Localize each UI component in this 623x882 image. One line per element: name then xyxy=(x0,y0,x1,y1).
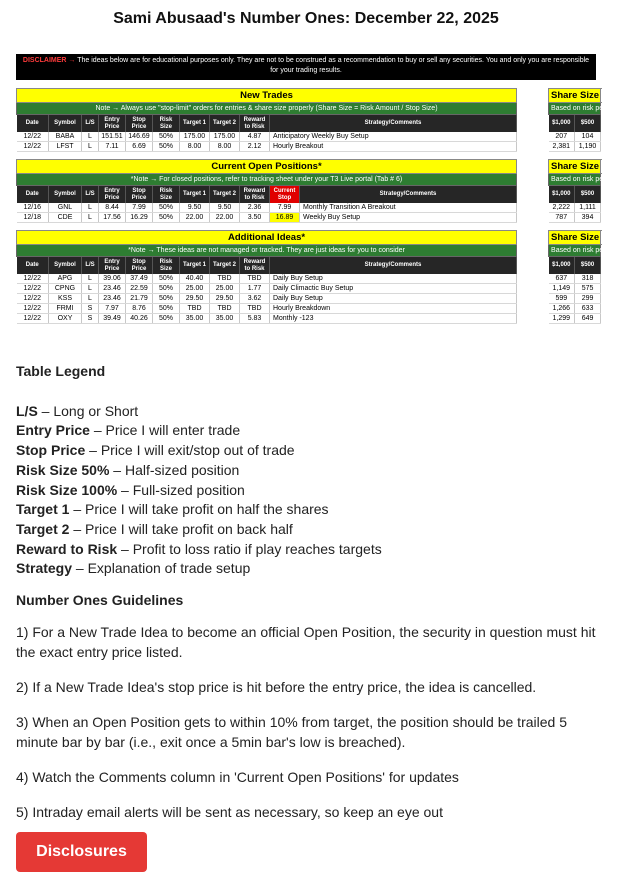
cell-ls: S xyxy=(82,304,99,314)
cell-t2: TBD xyxy=(210,304,240,314)
share-size-title: Share Size xyxy=(549,89,601,103)
legend-item xyxy=(16,481,596,501)
column-header: L/S xyxy=(82,115,99,133)
column-header: Reward to Risk xyxy=(240,257,270,275)
cell-risk: 50% xyxy=(153,142,180,152)
cell-date: 12/22 xyxy=(17,284,49,294)
cell-t1: TBD xyxy=(180,304,210,314)
legend-item xyxy=(16,441,596,461)
separator xyxy=(517,174,549,186)
separator xyxy=(517,257,549,275)
section-title: Current Open Positions* xyxy=(17,160,517,174)
guideline-item: 1) For a New Trade Idea to become an official Open Position, the security in question must hit the exact entry price listed. xyxy=(16,624,596,660)
cell-t2: 29.50 xyxy=(210,294,240,304)
cell-stop: 21.79 xyxy=(126,294,153,304)
disclaimer-banner xyxy=(16,54,596,80)
cell-t2: 8.00 xyxy=(210,142,240,152)
column-header: $1,000 xyxy=(549,186,575,204)
cell-symbol: APG xyxy=(49,274,82,284)
cell-date: 12/22 xyxy=(17,274,49,284)
column-header: Risk Size xyxy=(153,186,180,204)
cell-strategy: Weekly Buy Setup xyxy=(300,213,517,223)
cell-risk: 50% xyxy=(153,284,180,294)
legend-term: Target 2 xyxy=(16,520,70,537)
column-header: Target 2 xyxy=(210,257,240,275)
cell-cur: 7.99 xyxy=(270,203,300,213)
cell-date: 12/22 xyxy=(17,142,49,152)
column-header: Date xyxy=(17,186,49,204)
separator xyxy=(517,304,549,314)
cell-s500: 649 xyxy=(575,314,601,324)
cell-strategy: Daily Climactic Buy Setup xyxy=(270,284,517,294)
cell-cur: 16.89 xyxy=(270,213,300,223)
cell-symbol: KSS xyxy=(49,294,82,304)
cell-stop: 16.29 xyxy=(126,213,153,223)
column-header: Target 2 xyxy=(210,186,240,204)
cell-ls: L xyxy=(82,213,99,223)
cell-entry: 39.06 xyxy=(99,274,126,284)
cell-date: 12/22 xyxy=(17,294,49,304)
cell-date: 12/22 xyxy=(17,314,49,324)
cell-s1000: 787 xyxy=(549,213,575,223)
section-note: Note → Always use "stop-limit" orders for entries & share size properly (Share Size = Risk Amount / Stop Size) xyxy=(17,103,517,115)
risk-note: Based on risk per trade xyxy=(549,245,601,257)
cell-t2: 175.00 xyxy=(210,132,240,142)
section-title: Additional Ideas* xyxy=(17,231,517,245)
cell-rr: TBD xyxy=(240,304,270,314)
column-header: Target 1 xyxy=(180,115,210,133)
guidelines-heading: Number Ones Guidelines xyxy=(16,592,184,608)
cell-s500: 299 xyxy=(575,294,601,304)
cell-strategy: Daily Buy Setup xyxy=(270,294,517,304)
column-header: Stop Price xyxy=(126,257,153,275)
legend-term: Risk Size 100% xyxy=(16,481,118,498)
section-note: *Note → For closed positions, refer to tracking sheet under your T3 Live portal (Tab # 6) xyxy=(17,174,517,186)
separator xyxy=(517,245,549,257)
separator xyxy=(517,186,549,204)
cell-symbol: BABA xyxy=(49,132,82,142)
cell-t1: 35.00 xyxy=(180,314,210,324)
legend-term: Target 1 xyxy=(16,501,70,518)
cell-strategy: Monthly -123 xyxy=(270,314,517,324)
open-positions-table xyxy=(16,159,623,223)
cell-entry: 8.44 xyxy=(99,203,126,213)
cell-entry: 23.46 xyxy=(99,294,126,304)
cell-date: 12/16 xyxy=(17,203,49,213)
cell-s500: 1,190 xyxy=(575,142,601,152)
legend-desc: – Full-sized position xyxy=(117,481,245,498)
cell-ls: L xyxy=(82,132,99,142)
cell-entry: 23.46 xyxy=(99,284,126,294)
legend-term: Reward to Risk xyxy=(16,540,118,557)
column-header: Target 1 xyxy=(180,186,210,204)
cell-s500: 394 xyxy=(575,213,601,223)
table-row xyxy=(17,314,601,324)
risk-note: Based on risk per trade xyxy=(549,174,601,186)
cell-entry: 151.51 xyxy=(99,132,126,142)
cell-s1000: 637 xyxy=(549,274,575,284)
guideline-item: 4) Watch the Comments column in 'Current Open Positions' for updates xyxy=(16,769,459,785)
cell-ls: L xyxy=(82,274,99,284)
column-header: Stop Price xyxy=(126,115,153,133)
cell-risk: 50% xyxy=(153,203,180,213)
column-header: Stop Price xyxy=(126,186,153,204)
guidelines xyxy=(16,592,596,837)
column-header: $500 xyxy=(575,115,601,133)
legend-desc: – Price I will take profit on half the shares xyxy=(69,501,329,518)
cell-entry: 7.11 xyxy=(99,142,126,152)
disclaimer-label: DISCLAIMER → xyxy=(22,57,76,64)
cell-stop: 40.26 xyxy=(126,314,153,324)
cell-ls: L xyxy=(82,203,99,213)
cell-s1000: 207 xyxy=(549,132,575,142)
table-row xyxy=(17,304,601,314)
cell-s1000: 1,149 xyxy=(549,284,575,294)
cell-s500: 104 xyxy=(575,132,601,142)
separator xyxy=(517,89,549,103)
cell-symbol: OXY xyxy=(49,314,82,324)
separator xyxy=(517,294,549,304)
legend-item xyxy=(16,500,596,520)
table-row xyxy=(17,142,601,152)
cell-entry: 17.56 xyxy=(99,213,126,223)
cell-s1000: 1,266 xyxy=(549,304,575,314)
legend-item xyxy=(16,421,596,441)
legend-item xyxy=(16,402,596,422)
column-header: Risk Size xyxy=(153,115,180,133)
cell-strategy: Anticipatory Weekly Buy Setup xyxy=(270,132,517,142)
column-header: Entry Price xyxy=(99,115,126,133)
cell-symbol: CPNG xyxy=(49,284,82,294)
column-header: Strategy/Comments xyxy=(270,257,517,275)
cell-t1: 25.00 xyxy=(180,284,210,294)
trade-sheet-image xyxy=(16,54,623,324)
cell-entry: 7.97 xyxy=(99,304,126,314)
separator xyxy=(517,115,549,133)
guideline-item: 3) When an Open Position gets to within 10% from target, the position should be trailed 5 minute bar by bar (i.e., exit once a 5min bar's low is breached). xyxy=(16,714,567,750)
legend-desc: – Price I will exit/stop out of trade xyxy=(85,442,295,459)
cell-s500: 318 xyxy=(575,274,601,284)
cell-t2: 25.00 xyxy=(210,284,240,294)
cell-strategy: Hourly Breakout xyxy=(270,142,517,152)
legend-desc: – Half-sized position xyxy=(109,461,240,478)
column-header: Strategy/Comments xyxy=(300,186,517,204)
table-row xyxy=(17,203,601,213)
cell-symbol: LFST xyxy=(49,142,82,152)
separator xyxy=(517,142,549,152)
risk-note: Based on risk per trade xyxy=(549,103,601,115)
table-row xyxy=(17,213,601,223)
separator xyxy=(517,213,549,223)
table-row xyxy=(17,284,601,294)
cell-entry: 39.49 xyxy=(99,314,126,324)
legend-desc: – Long or Short xyxy=(37,402,139,419)
cell-ls: S xyxy=(82,314,99,324)
column-header: Strategy/Comments xyxy=(270,115,517,133)
share-size-title: Share Size xyxy=(549,231,601,245)
cell-date: 12/22 xyxy=(17,304,49,314)
section-note: *Note → These ideas are not managed or tracked. They are just ideas for you to consider xyxy=(17,245,517,257)
cell-rr: 4.87 xyxy=(240,132,270,142)
cell-s500: 1,111 xyxy=(575,203,601,213)
column-header: $500 xyxy=(575,186,601,204)
disclosures-button[interactable]: Disclosures xyxy=(16,832,147,872)
cell-t1: 175.00 xyxy=(180,132,210,142)
cell-rr: 3.62 xyxy=(240,294,270,304)
column-header: Date xyxy=(17,257,49,275)
column-header: $500 xyxy=(575,257,601,275)
page-title: Sami Abusaad's Number Ones: December 22, 2025 xyxy=(113,10,499,27)
cell-risk: 50% xyxy=(153,294,180,304)
cell-s1000: 599 xyxy=(549,294,575,304)
cell-strategy: Monthly Transition A Breakout xyxy=(300,203,517,213)
cell-risk: 50% xyxy=(153,274,180,284)
legend-term: Strategy xyxy=(16,560,73,577)
legend-desc: – Explanation of trade setup xyxy=(72,560,251,577)
column-header: Current Stop xyxy=(270,186,300,204)
column-header: Target 1 xyxy=(180,257,210,275)
legend-desc: – Price I will take profit on back half xyxy=(69,520,293,537)
cell-s1000: 2,222 xyxy=(549,203,575,213)
cell-s1000: 2,381 xyxy=(549,142,575,152)
cell-s1000: 1,299 xyxy=(549,314,575,324)
separator xyxy=(517,314,549,324)
share-size-title: Share Size xyxy=(549,160,601,174)
cell-strategy: Hourly Breakdown xyxy=(270,304,517,314)
cell-s500: 633 xyxy=(575,304,601,314)
cell-date: 12/18 xyxy=(17,213,49,223)
separator xyxy=(517,231,549,245)
legend-desc: – Profit to loss ratio if play reaches targets xyxy=(117,540,382,557)
legend-item xyxy=(16,461,596,481)
cell-ls: L xyxy=(82,142,99,152)
cell-stop: 7.99 xyxy=(126,203,153,213)
cell-t1: 9.50 xyxy=(180,203,210,213)
column-header: $1,000 xyxy=(549,257,575,275)
cell-date: 12/22 xyxy=(17,132,49,142)
cell-t1: 8.00 xyxy=(180,142,210,152)
section-title: New Trades xyxy=(17,89,517,103)
cell-rr: 2.36 xyxy=(240,203,270,213)
cell-t2: TBD xyxy=(210,274,240,284)
legend-item xyxy=(16,559,596,579)
column-header: Reward to Risk xyxy=(240,186,270,204)
separator xyxy=(517,103,549,115)
cell-t1: 40.40 xyxy=(180,274,210,284)
disclaimer-text: The ideas below are for educational purposes only. They are not to be construed as a recommendation to buy or sell any securities. You and only you are responsible for your trading results. xyxy=(77,57,590,74)
table-row xyxy=(17,274,601,284)
cell-stop: 146.69 xyxy=(126,132,153,142)
cell-symbol: CDE xyxy=(49,213,82,223)
cell-rr: TBD xyxy=(240,274,270,284)
separator xyxy=(517,284,549,294)
separator xyxy=(517,132,549,142)
cell-t1: 29.50 xyxy=(180,294,210,304)
column-header: Entry Price xyxy=(99,257,126,275)
column-header: Risk Size xyxy=(153,257,180,275)
cell-stop: 6.69 xyxy=(126,142,153,152)
column-header: Symbol xyxy=(49,186,82,204)
column-header: Reward to Risk xyxy=(240,115,270,133)
table-row xyxy=(17,294,601,304)
cell-strategy: Daily Buy Setup xyxy=(270,274,517,284)
legend-term: L/S xyxy=(16,402,38,419)
guideline-item: 2) If a New Trade Idea's stop price is hit before the entry price, the idea is cancelled. xyxy=(16,679,537,695)
new-trades-table xyxy=(16,88,623,152)
guideline-item: 5) Intraday email alerts will be sent as necessary, so keep an eye out xyxy=(16,804,443,820)
separator xyxy=(517,274,549,284)
cell-rr: 5.83 xyxy=(240,314,270,324)
cell-symbol: FRMI xyxy=(49,304,82,314)
legend-heading: Table Legend xyxy=(16,363,106,379)
separator xyxy=(517,160,549,174)
cell-stop: 22.59 xyxy=(126,284,153,294)
cell-t1: 22.00 xyxy=(180,213,210,223)
legend-item xyxy=(16,540,596,560)
column-header: Symbol xyxy=(49,257,82,275)
cell-s500: 575 xyxy=(575,284,601,294)
table-legend xyxy=(16,362,596,579)
column-header: Entry Price xyxy=(99,186,126,204)
cell-rr: 1.77 xyxy=(240,284,270,294)
column-header: L/S xyxy=(82,186,99,204)
separator xyxy=(517,203,549,213)
column-header: Target 2 xyxy=(210,115,240,133)
cell-risk: 50% xyxy=(153,314,180,324)
legend-term: Risk Size 50% xyxy=(16,461,110,478)
column-header: Symbol xyxy=(49,115,82,133)
additional-ideas-table xyxy=(16,230,623,324)
cell-ls: L xyxy=(82,294,99,304)
column-header: L/S xyxy=(82,257,99,275)
column-header: $1,000 xyxy=(549,115,575,133)
cell-stop: 37.49 xyxy=(126,274,153,284)
cell-risk: 50% xyxy=(153,213,180,223)
legend-desc: – Price I will enter trade xyxy=(89,422,241,439)
cell-t2: 35.00 xyxy=(210,314,240,324)
legend-item xyxy=(16,520,596,540)
cell-ls: L xyxy=(82,284,99,294)
column-header: Date xyxy=(17,115,49,133)
cell-risk: 50% xyxy=(153,132,180,142)
cell-stop: 8.76 xyxy=(126,304,153,314)
table-row xyxy=(17,132,601,142)
cell-t2: 22.00 xyxy=(210,213,240,223)
cell-rr: 2.12 xyxy=(240,142,270,152)
legend-term: Stop Price xyxy=(16,442,86,459)
cell-symbol: GNL xyxy=(49,203,82,213)
cell-t2: 9.50 xyxy=(210,203,240,213)
cell-rr: 3.50 xyxy=(240,213,270,223)
cell-risk: 50% xyxy=(153,304,180,314)
legend-term: Entry Price xyxy=(16,422,90,439)
